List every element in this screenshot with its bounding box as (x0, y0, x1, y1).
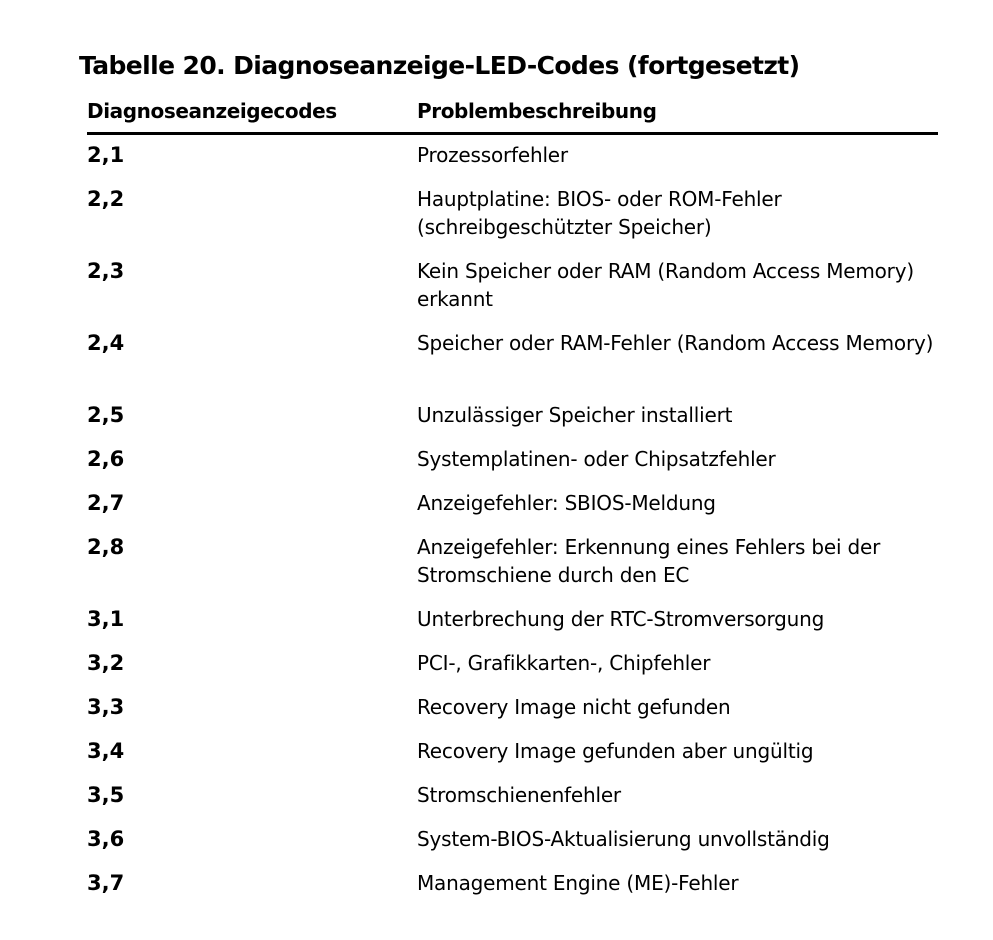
table-row (87, 445, 938, 489)
table-row (87, 781, 938, 825)
row-code: 3,5 (87, 783, 125, 807)
column-header-description: Problembeschreibung (417, 99, 657, 123)
row-code: 2,6 (87, 447, 125, 471)
table-row (87, 649, 938, 693)
row-code: 2,7 (87, 491, 125, 515)
row-code: 3,4 (87, 739, 125, 763)
row-code: 2,1 (87, 143, 125, 167)
table-row (87, 693, 938, 737)
table-row (87, 401, 938, 445)
table-row (87, 825, 938, 869)
row-description: Anzeigefehler: Erkennung eines Fehlers bei der Stromschiene durch den EC (417, 535, 881, 587)
row-code: 2,8 (87, 535, 125, 559)
table-row (87, 141, 938, 185)
table-body (87, 141, 938, 913)
row-description: Kein Speicher oder RAM (Random Access Memory) erkannt (417, 259, 914, 311)
table-row (87, 533, 938, 605)
row-description: System-BIOS-Aktualisierung unvollständig (417, 827, 830, 851)
diagnostic-led-codes-table (87, 94, 938, 913)
table-header (87, 94, 938, 135)
table-title: Tabelle 20. Diagnoseanzeige-LED-Codes (fortgesetzt) (79, 51, 800, 80)
table-row (87, 737, 938, 781)
row-code: 2,3 (87, 259, 125, 283)
row-description: Unzulässiger Speicher installiert (417, 403, 733, 427)
table-row (87, 185, 938, 257)
document-page (79, 50, 939, 895)
row-code: 2,4 (87, 331, 125, 355)
row-description: Anzeigefehler: SBIOS-Meldung (417, 491, 716, 515)
row-code: 2,5 (87, 403, 125, 427)
row-description: Stromschienenfehler (417, 783, 621, 807)
table-row (87, 257, 938, 329)
row-code: 3,7 (87, 871, 125, 895)
row-code: 3,1 (87, 607, 125, 631)
row-description: Recovery Image gefunden aber ungültig (417, 739, 814, 763)
row-description: Unterbrechung der RTC-Stromversorgung (417, 607, 825, 631)
column-header-codes: Diagnoseanzeigecodes (87, 99, 337, 123)
row-code: 3,6 (87, 827, 125, 851)
row-description: Hauptplatine: BIOS- oder ROM-Fehler (schreibgeschützter Speicher) (417, 187, 782, 239)
row-description: Systemplatinen- oder Chipsatzfehler (417, 447, 776, 471)
row-description: Recovery Image nicht gefunden (417, 695, 731, 719)
row-description: Management Engine (ME)-Fehler (417, 871, 739, 895)
row-description: Speicher oder RAM-Fehler (Random Access Memory) (417, 331, 934, 355)
table-row (87, 329, 938, 401)
row-description: Prozessorfehler (417, 143, 568, 167)
table-row (87, 489, 938, 533)
table-row (87, 605, 938, 649)
table-row (87, 869, 938, 913)
row-code: 3,2 (87, 651, 125, 675)
row-code: 3,3 (87, 695, 125, 719)
row-code: 2,2 (87, 187, 125, 211)
row-description: PCI-, Grafikkarten-, Chipfehler (417, 651, 711, 675)
